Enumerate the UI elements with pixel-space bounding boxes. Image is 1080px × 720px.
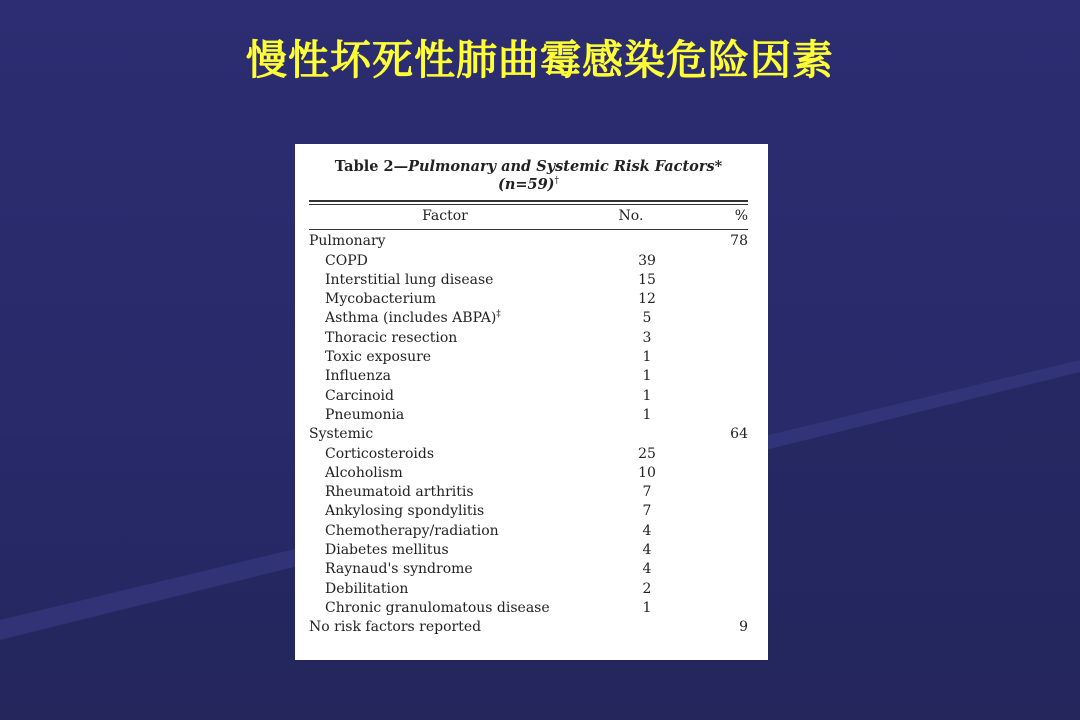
cell-no bbox=[581, 618, 681, 637]
cell-no: 2 bbox=[642, 580, 652, 597]
cell-no: 7 bbox=[642, 484, 652, 501]
cell-no: 7 bbox=[642, 503, 652, 520]
cell-pct: 78 bbox=[730, 233, 748, 250]
cell-no: 25 bbox=[638, 445, 656, 462]
cell-no: 4 bbox=[642, 561, 652, 578]
table-row bbox=[309, 271, 748, 290]
cell-no: 1 bbox=[642, 349, 652, 366]
table-row bbox=[309, 464, 748, 483]
cell-no: 12 bbox=[638, 291, 656, 308]
factor-text: Pulmonary bbox=[309, 233, 386, 250]
table-row bbox=[309, 522, 748, 541]
cell-factor bbox=[309, 387, 597, 406]
cell-factor bbox=[309, 502, 597, 521]
cell-no: 1 bbox=[642, 599, 652, 616]
factor-text: No risk factors reported bbox=[309, 619, 482, 636]
table-row bbox=[309, 502, 748, 521]
cell-pct bbox=[697, 387, 748, 406]
cell-factor bbox=[309, 618, 581, 637]
factor-text: Corticosteroids bbox=[325, 445, 435, 462]
slide-title: 慢性坏死性肺曲霉感染危险因素 bbox=[246, 36, 834, 84]
cell-factor bbox=[309, 348, 597, 367]
table-row bbox=[309, 599, 748, 618]
factor-text: Alcoholism bbox=[325, 464, 403, 481]
factor-text: Thoracic resection bbox=[325, 329, 458, 346]
caption-footnote-mark: † bbox=[554, 176, 560, 187]
table-header-rule bbox=[309, 229, 748, 230]
cell-factor bbox=[309, 232, 581, 251]
table-row bbox=[309, 329, 748, 348]
cell-no: 3 bbox=[642, 329, 652, 346]
cell-factor bbox=[309, 309, 597, 328]
factor-text: Rheumatoid arthritis bbox=[325, 484, 474, 501]
cell-no bbox=[581, 232, 681, 251]
caption-sample-size: (n=59) bbox=[497, 176, 555, 193]
cell-no bbox=[581, 425, 681, 444]
cell-no: 1 bbox=[642, 406, 652, 423]
factor-text: Carcinoid bbox=[325, 387, 394, 404]
cell-pct bbox=[697, 560, 748, 579]
factor-text: COPD bbox=[325, 252, 368, 269]
cell-no: 10 bbox=[638, 464, 656, 481]
footnote-mark: ‡ bbox=[496, 309, 501, 320]
table-row bbox=[309, 348, 748, 367]
header-no: No. bbox=[618, 208, 644, 224]
cell-factor bbox=[309, 367, 597, 386]
table-row bbox=[309, 252, 748, 271]
cell-pct bbox=[697, 599, 748, 618]
cell-pct bbox=[697, 445, 748, 464]
table-body bbox=[309, 232, 748, 637]
cell-pct bbox=[697, 522, 748, 541]
cell-no: 4 bbox=[642, 542, 652, 559]
cell-factor bbox=[309, 580, 597, 599]
cell-factor bbox=[309, 522, 597, 541]
cell-pct bbox=[697, 290, 748, 309]
cell-no: 5 bbox=[642, 310, 652, 327]
table-row bbox=[309, 445, 748, 464]
table-row bbox=[309, 580, 748, 599]
factor-text: Debilitation bbox=[325, 580, 409, 597]
table-row bbox=[309, 387, 748, 406]
factor-text: Mycobacterium bbox=[325, 291, 437, 308]
table-row bbox=[309, 560, 748, 579]
cell-factor bbox=[309, 483, 597, 502]
factor-text: Influenza bbox=[325, 368, 391, 385]
table-row bbox=[309, 483, 748, 502]
cell-pct bbox=[697, 502, 748, 521]
cell-factor bbox=[309, 464, 597, 483]
cell-pct bbox=[697, 252, 748, 271]
table-caption bbox=[309, 158, 748, 194]
factor-text: Systemic bbox=[309, 426, 374, 443]
table-row bbox=[309, 618, 748, 637]
cell-pct bbox=[697, 483, 748, 502]
table-row bbox=[309, 425, 748, 444]
table-row bbox=[309, 541, 748, 560]
cell-factor bbox=[309, 290, 597, 309]
table-row bbox=[309, 309, 748, 328]
cell-pct bbox=[697, 464, 748, 483]
cell-factor bbox=[309, 271, 597, 290]
factor-text: Ankylosing spondylitis bbox=[325, 503, 485, 520]
factor-text: Interstitial lung disease bbox=[325, 271, 494, 288]
factor-text: Asthma (includes ABPA) bbox=[325, 310, 497, 327]
factor-text: Diabetes mellitus bbox=[325, 542, 449, 559]
factor-text: Pneumonia bbox=[325, 406, 405, 423]
cell-factor bbox=[309, 541, 597, 560]
cell-pct bbox=[697, 406, 748, 425]
cell-factor bbox=[309, 406, 597, 425]
header-pct: % bbox=[734, 208, 748, 224]
cell-no: 4 bbox=[642, 522, 652, 539]
cell-factor bbox=[309, 329, 597, 348]
cell-pct bbox=[697, 580, 748, 599]
cell-pct bbox=[697, 541, 748, 560]
cell-pct bbox=[697, 309, 748, 328]
cell-factor bbox=[309, 252, 597, 271]
cell-pct: 64 bbox=[730, 426, 748, 443]
caption-title: Pulmonary and Systemic Risk Factors* bbox=[408, 158, 723, 175]
table-row bbox=[309, 232, 748, 251]
cell-no: 15 bbox=[638, 271, 656, 288]
caption-label: Table 2— bbox=[334, 158, 409, 175]
cell-pct: 9 bbox=[739, 619, 748, 636]
table-row bbox=[309, 290, 748, 309]
table-header-row bbox=[309, 205, 748, 229]
cell-no: 1 bbox=[642, 368, 652, 385]
cell-factor bbox=[309, 445, 597, 464]
cell-pct bbox=[697, 348, 748, 367]
factor-text: Chemotherapy/radiation bbox=[325, 522, 499, 539]
table-row bbox=[309, 406, 748, 425]
factor-text: Raynaud's syndrome bbox=[325, 561, 473, 578]
cell-factor bbox=[309, 599, 597, 618]
risk-factor-table bbox=[295, 144, 768, 660]
cell-pct bbox=[697, 367, 748, 386]
cell-no: 1 bbox=[642, 387, 652, 404]
cell-factor bbox=[309, 560, 597, 579]
factor-text: Toxic exposure bbox=[325, 349, 432, 366]
cell-pct bbox=[697, 271, 748, 290]
cell-pct bbox=[697, 329, 748, 348]
table-row bbox=[309, 367, 748, 386]
cell-no: 39 bbox=[638, 252, 656, 269]
header-factor: Factor bbox=[422, 208, 468, 224]
cell-factor bbox=[309, 425, 581, 444]
factor-text: Chronic granulomatous disease bbox=[325, 599, 550, 616]
